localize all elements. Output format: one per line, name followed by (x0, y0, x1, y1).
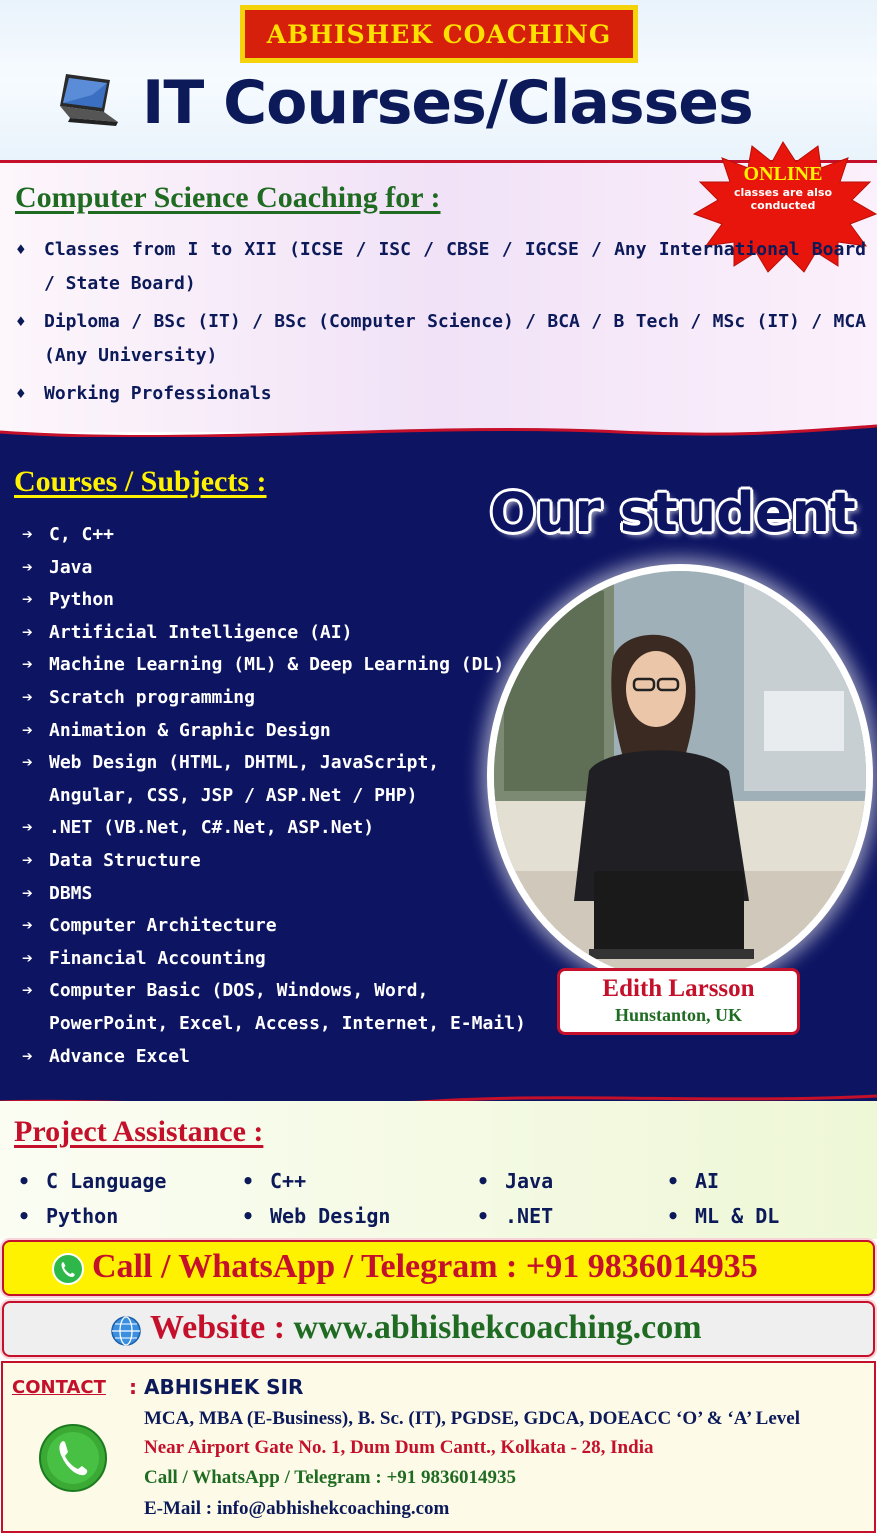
contact-colon: : (129, 1375, 137, 1399)
list-item: ➔ Java (22, 552, 522, 585)
arrow-right-icon: ➔ (22, 719, 33, 741)
list-item: ➔ Artificial Intelligence (AI) (22, 617, 522, 650)
list-item: ➔ Data Structure (22, 845, 522, 878)
arrow-right-icon: ➔ (22, 589, 33, 611)
list-item: • Java (473, 1169, 553, 1193)
contact-phone[interactable]: Call / WhatsApp / Telegram : +91 9836014935 (144, 1467, 517, 1488)
course-list (22, 519, 526, 1073)
list-item: • Python (14, 1204, 118, 1228)
list-item: • Web Design (238, 1204, 390, 1228)
list-item: • AI (663, 1169, 719, 1193)
our-student-heading: Our student (490, 481, 856, 544)
list-item-continuation: PowerPoint, Excel, Access, Internet, E-Mail) (49, 1012, 526, 1034)
list-item: • ML & DL (663, 1204, 779, 1228)
arrow-right-icon: ➔ (22, 882, 33, 904)
bullet-icon: • (17, 1204, 31, 1228)
phone-icon (38, 1423, 108, 1493)
bullet-icon: • (241, 1169, 255, 1193)
arrow-right-icon: ➔ (22, 1045, 33, 1067)
list-item-continuation: Angular, CSS, JSP / ASP.Net / PHP) (49, 784, 418, 806)
student-photo (494, 571, 866, 981)
call-bar[interactable] (2, 1240, 875, 1296)
list-item: ➔ Machine Learning (ML) & Deep Learning (DL) (22, 649, 522, 682)
website-link[interactable]: www.abhishekcoaching.com (293, 1309, 702, 1346)
list-item: ♦ Classes from I to XII (ICSE / ISC / CBSE / IGCSE / Any International Board / State Board) (16, 233, 866, 301)
arrow-right-icon: ➔ (22, 752, 33, 774)
list-item: ➔ Scratch programming (22, 682, 522, 715)
contact-label: CONTACT (12, 1377, 106, 1398)
contact-name: ABHISHEK SIR (144, 1375, 304, 1399)
list-item: ♦ Working Professionals (16, 377, 866, 411)
contact-section (1, 1361, 876, 1533)
arrow-right-icon: ➔ (22, 915, 33, 937)
arrow-right-icon: ➔ (22, 849, 33, 871)
website-bar[interactable] (2, 1301, 875, 1357)
bullet-icon: • (241, 1204, 255, 1228)
bullet-icon: • (666, 1204, 680, 1228)
header (0, 0, 877, 160)
bullet-icon: • (476, 1204, 490, 1228)
arrow-right-icon: ➔ (22, 621, 33, 643)
project-section (0, 1101, 877, 1239)
list-item: ➔ Animation & Graphic Design (22, 715, 522, 748)
online-badge-line3: conducted (750, 199, 816, 212)
arrow-right-icon: ➔ (22, 524, 33, 545)
arrow-right-icon: ➔ (22, 686, 33, 708)
list-item: ➔ Computer Architecture (22, 910, 522, 943)
bullet-icon: • (17, 1169, 31, 1193)
list-item: • C++ (238, 1169, 306, 1193)
arrow-right-icon: ➔ (22, 980, 33, 1002)
online-badge-line2: classes are also (733, 186, 833, 199)
student-photo-illustration (494, 571, 866, 981)
diamond-bullet-icon: ♦ (16, 312, 26, 331)
coaching-heading: Computer Science Coaching for : (15, 181, 441, 214)
list-item: ➔ C, C++ (22, 519, 522, 552)
list-item: ➔ Advance Excel (22, 1041, 522, 1074)
list-item: • C Language (14, 1169, 166, 1193)
website-label: Website : (150, 1309, 294, 1346)
brand-name: ABHISHEK COACHING (245, 10, 633, 58)
list-item: ♦ Diploma / BSc (IT) / BSc (Computer Science) / BCA / B Tech / MSc (IT) / MCA (Any University) (16, 305, 866, 373)
student-name: Edith Larsson (602, 975, 755, 1002)
student-photo-frame (487, 564, 873, 988)
contact-address: Near Airport Gate No. 1, Dum Dum Cantt., Kolkata - 28, India (144, 1437, 654, 1458)
online-badge-title: ONLINE (743, 163, 823, 185)
brand-banner (240, 5, 638, 63)
courses-heading: Courses / Subjects : (14, 465, 267, 498)
bullet-icon: • (666, 1169, 680, 1193)
diamond-bullet-icon: ♦ (16, 240, 26, 259)
arrow-right-icon: ➔ (22, 817, 33, 839)
laptop-icon (52, 70, 122, 130)
student-name-card (557, 968, 800, 1035)
globe-icon (110, 1315, 142, 1347)
arrow-right-icon: ➔ (22, 654, 33, 676)
list-item: ➔ Financial Accounting (22, 943, 522, 976)
page-title: IT Courses/Classes (142, 68, 753, 138)
list-item: ➔ DBMS (22, 878, 522, 911)
website-line (150, 1309, 702, 1347)
whatsapp-icon (52, 1253, 84, 1285)
diamond-bullet-icon: ♦ (16, 384, 26, 403)
arrow-right-icon: ➔ (22, 947, 33, 969)
call-text: Call / WhatsApp / Telegram : +91 9836014935 (92, 1248, 758, 1285)
contact-qualifications: MCA, MBA (E-Business), B. Sc. (IT), PGDSE, GDCA, DOEACC ‘O’ & ‘A’ Level (144, 1408, 801, 1429)
list-item: • .NET (473, 1204, 553, 1228)
list-item: ➔ .NET (VB.Net, C#.Net, ASP.Net) (22, 812, 522, 845)
list-item: ➔ Computer Basic (DOS, Windows, Word, (22, 975, 522, 1008)
student-location: Hunstanton, UK (614, 1005, 743, 1025)
courses-section (0, 437, 877, 1101)
bullet-icon: • (476, 1169, 490, 1193)
arrow-right-icon: ➔ (22, 556, 33, 578)
list-item: ➔ Web Design (HTML, DHTML, JavaScript, (22, 747, 522, 780)
coaching-list (16, 233, 866, 415)
contact-email[interactable]: E-Mail : info@abhishekcoaching.com (144, 1498, 450, 1519)
list-item: ➔ Python (22, 584, 522, 617)
project-heading: Project Assistance : (14, 1115, 264, 1148)
